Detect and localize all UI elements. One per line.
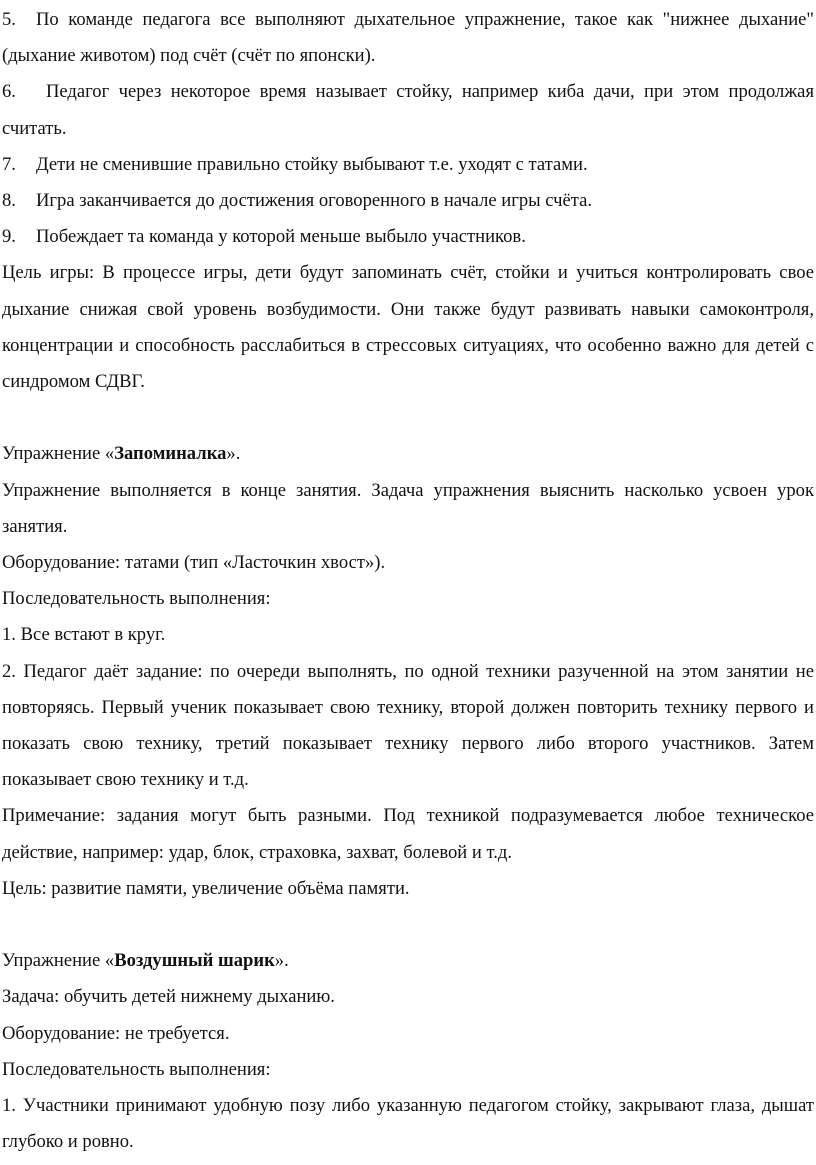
exercise-sequence-label: Последовательность выполнения: [2, 1058, 271, 1080]
exercise-equipment: Оборудование: не требуется. [2, 1022, 230, 1044]
exercise-note: Примечание: задания могут быть разными. Под техникой подразумевается любое техническое действие, например: удар, блок, страховка, захват, болевой и т.д. [2, 805, 814, 863]
exercise-heading-balloon [2, 943, 814, 979]
list-number: 7. [2, 153, 16, 175]
exercise-sequence-label: Последовательность выполнения: [2, 588, 271, 610]
heading-suffix: ». [226, 443, 241, 465]
list-item-5 [2, 2, 814, 74]
heading-suffix: ». [274, 950, 289, 972]
list-item-9 [2, 219, 814, 255]
exercise-step-2: 2. Педагог даёт задание: по очереди выполнять, по одной техники разученной на этом занятии не повторяясь. Первый ученик показывает свою технику, второй должен повторить технику первого и показать свою технику, третий показывает технику первого либо второго участников. Затем показывает свою технику и т.д. [2, 660, 814, 791]
blank-line [2, 907, 814, 943]
list-text: Игра заканчивается до достижения оговоренного в начале игры счёта. [36, 190, 593, 212]
game-goal-paragraph: Цель игры: В процессе игры, дети будут запоминать счёт, стойки и учиться контролировать свое дыхание снижая свой уровень возбудимости. Они также будут развивать навыки самоконтроля, концентрации и способность расслабиться в стрессовых ситуациях, что особенно важно для детей с синдромом СДВГ. [2, 262, 814, 393]
list-number: 8. [2, 190, 16, 212]
list-number: 9. [2, 226, 16, 248]
exercise-description: Упражнение выполняется в конце занятия. Задача упражнения выяснить насколько усвоен урок занятия. [2, 479, 814, 537]
list-text: Дети не сменившие правильно стойку выбывают т.е. уходят с татами. [36, 153, 588, 175]
list-number: 5. [2, 9, 16, 30]
list-item-7 [2, 147, 814, 183]
list-number: 6. [2, 81, 16, 103]
exercise-name: Запоминалка [114, 443, 227, 465]
exercise-equipment: Оборудование: татами (тип «Ласточкин хвост»). [2, 552, 386, 574]
exercise-goal: Цель: развитие памяти, увеличение объёма памяти. [2, 877, 410, 899]
exercise-step-1: 1. Все встают в круг. [2, 624, 166, 646]
list-text: По команде педагога все выполняют дыхательное упражнение, такое как "нижнее дыхание" (дыхание животом) под счёт (счёт по японски). [2, 9, 814, 67]
heading-prefix: Упражнение « [2, 443, 115, 465]
exercise-step-1: 1. Участники принимают удобную позу либо указанную педагогом стойку, закрывают глаза, дышат глубоко и ровно. [2, 1095, 814, 1153]
exercise-task: Задача: обучить детей нижнему дыханию. [2, 986, 335, 1008]
list-item-8 [2, 183, 814, 219]
exercise-name: Воздушный шарик [114, 950, 275, 972]
blank-line [2, 400, 814, 436]
heading-prefix: Упражнение « [2, 950, 115, 972]
list-text: Педагог через некоторое время называет стойку, например киба дачи, при этом продолжая считать. [2, 81, 814, 139]
list-item-6 [2, 74, 814, 146]
exercise-heading-zapominalka [2, 436, 814, 472]
list-text: Побеждает та команда у которой меньше выбыло участников. [36, 226, 526, 248]
